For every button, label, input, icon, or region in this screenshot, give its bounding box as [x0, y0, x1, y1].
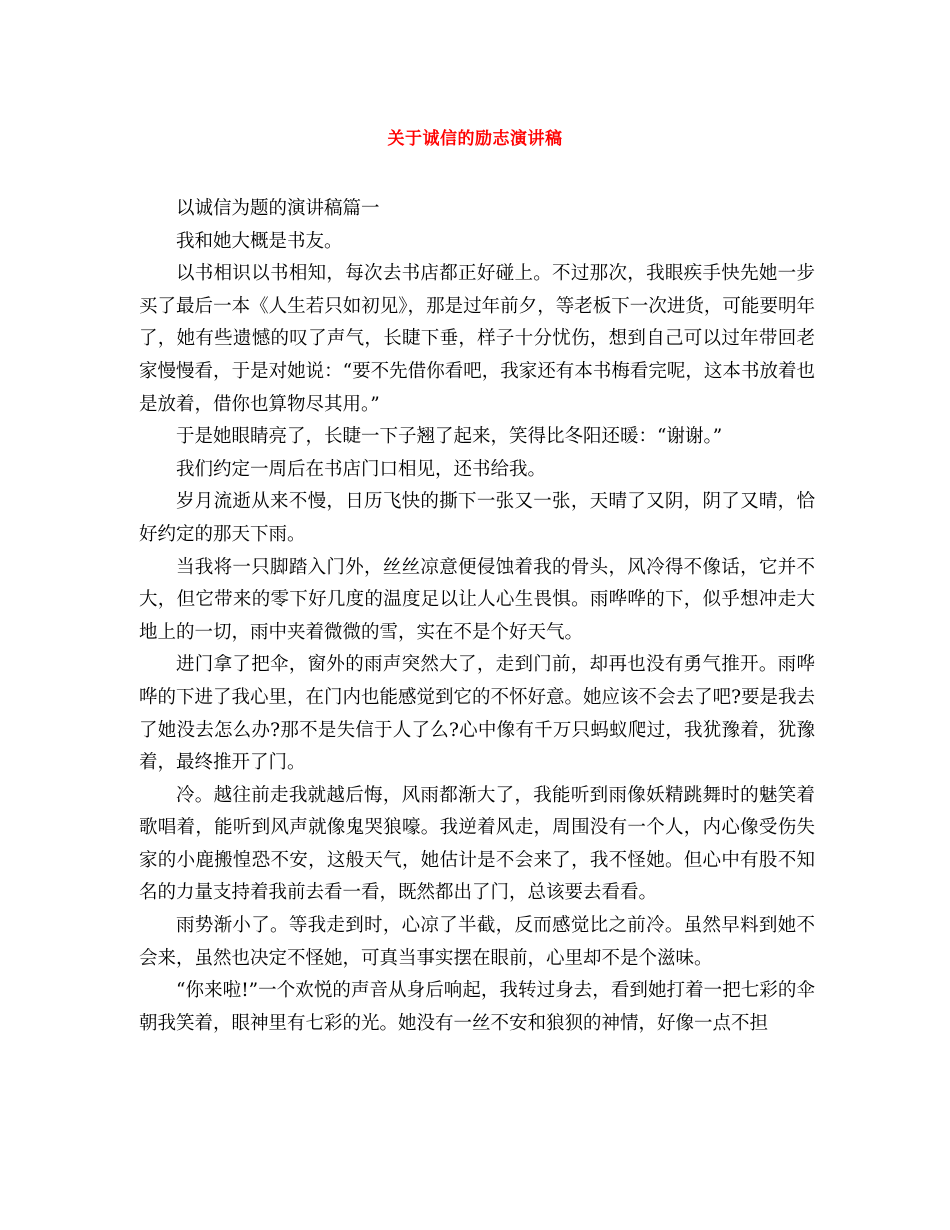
document-title: 关于诚信的励志演讲稿 [387, 129, 563, 149]
paragraph: 进门拿了把伞，窗外的雨声突然大了，走到门前，却再也没有勇气推开。雨哗哗的下进了我心里，在门内也能感觉到它的不怀好意。她应该不会去了吧?要是我去了她没去怎么办?那不是失信于人了么?心中像有千万只蚂蚁爬过，我犹豫着，犹豫着，最终推开了门。 [139, 654, 815, 774]
paragraph: 以书相识以书相知，每次去书店都正好碰上。不过那次，我眼疾手快先她一步买了最后一本《人生若只如初见》，那是过年前夕，等老板下一次进货，可能要明年了，她有些遗憾的叹了声气，长睫下垂，样子十分忧伤，想到自己可以过年带回老家慢慢看，于是对她说：“要不先借你看吧，我家还有本书梅看完呢，这本书放着也是放着，借你也算物尽其用。” [139, 263, 815, 415]
paragraph: 于是她眼睛亮了，长睫一下子翘了起来，笑得比冬阳还暖：“谢谢。” [176, 426, 723, 448]
paragraph: 岁月流逝从来不慢，日历飞快的撕下一张又一张，天晴了又阴，阴了又晴，恰好约定的那天下雨。 [139, 491, 815, 545]
paragraph: 我们约定一周后在书店门口相见，还书给我。 [176, 458, 547, 480]
paragraph: “你来啦!”一个欢悦的声音从身后响起，我转过身去，看到她打着一把七彩的伞朝我笑着，眼神里有七彩的光。她没有一丝不安和狼狈的神情，好像一点不担 [139, 980, 815, 1034]
paragraph: 冷。越往前走我就越后悔，风雨都渐大了，我能听到雨像妖精跳舞时的魅笑着歌唱着，能听到风声就像鬼哭狼嚎。我逆着风走，周围没有一个人，内心像受伤失家的小鹿搬惶恐不安，这般天气，她估计是不会来了，我不怪她。但心中有股不知名的力量支持着我前去看一看，既然都出了门，总该要去看看。 [139, 784, 815, 904]
paragraph: 雨势渐小了。等我走到时，心凉了半截，反而感觉比之前冷。虽然早料到她不会来，虽然也决定不怪她，可真当事实摆在眼前，心里却不是个滋味。 [139, 915, 815, 969]
paragraph: 当我将一只脚踏入门外，丝丝凉意便侵蚀着我的骨头，风冷得不像话，它并不大，但它带来的零下好几度的温度足以让人心生畏惧。雨哗哗的下，似乎想冲走大地上的一切，雨中夹着微微的雪，实在不是个好天气。 [139, 556, 815, 643]
paragraph: 我和她大概是书友。 [176, 230, 343, 252]
paragraph: 以诚信为题的演讲稿篇一 [176, 198, 380, 219]
document-body [139, 193, 815, 1040]
